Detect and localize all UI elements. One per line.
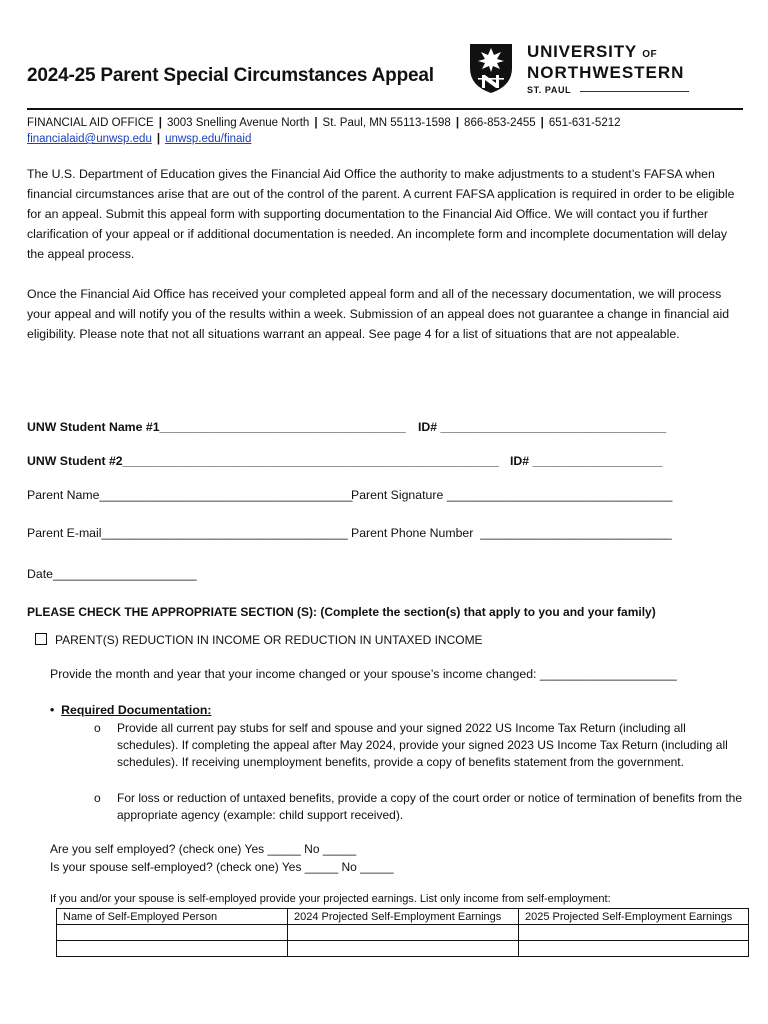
office-phone-2: 651-631-5212: [548, 117, 621, 129]
table-cell[interactable]: [288, 925, 519, 941]
logo-of: OF: [642, 49, 658, 60]
student2-id-field[interactable]: ID# ___________________: [510, 454, 663, 468]
table-header-name: Name of Self-Employed Person: [57, 909, 288, 925]
office-phone-1: 866-853-2455: [464, 117, 536, 129]
intro-paragraph-1: The U.S. Department of Education gives the Financial Aid Office the authority to make adjustments to a student’s FAFSA when financial circumstances arise that are out of the control of the parent. A current FAFSA application is required in order to be eligible for an appeal. Submit this appeal form with supporting documentation to the Financial Aid Office. We will contact you if further clarification of your appeal or if additional documentation is needed. An incomplete form and incomplete documentation will delay the appeal process.: [27, 167, 735, 261]
office-name: FINANCIAL AID OFFICE: [27, 117, 154, 129]
table-note: If you and/or your spouse is self-employed provide your projected earnings. List only income from self-employment:: [50, 893, 611, 905]
circle-bullet-icon: o: [94, 791, 101, 805]
logo-line1: UNIVERSITY: [527, 42, 637, 61]
table-cell[interactable]: [57, 925, 288, 941]
email-link[interactable]: financialaid@unwsp.edu: [27, 133, 152, 145]
contact-block: [27, 115, 621, 147]
section-heading: PLEASE CHECK THE APPROPRIATE SECTION (S): (Complete the section(s) that apply to you and your family): [27, 605, 656, 619]
office-city: St. Paul, MN 55113-1598: [322, 117, 451, 129]
table-row: [57, 925, 749, 941]
income-reduction-label: PARENT(S) REDUCTION IN INCOME OR REDUCTION IN UNTAXED INCOME: [55, 633, 483, 647]
required-docs-label: Required Documentation:: [61, 703, 212, 717]
income-reduction-checkbox[interactable]: [35, 633, 47, 645]
parent-name-field[interactable]: Parent Name_____________________________________: [27, 488, 353, 502]
separator: |: [540, 117, 544, 129]
logo-university-text: [527, 42, 657, 62]
table-cell[interactable]: [57, 941, 288, 957]
table-cell[interactable]: [288, 941, 519, 957]
separator: |: [455, 117, 460, 129]
separator: |: [314, 117, 318, 129]
bullet-icon: •: [50, 703, 62, 717]
table-header-row: [57, 909, 749, 925]
student1-id-field[interactable]: ID# _________________________________: [418, 420, 667, 434]
logo-underline: [580, 91, 689, 92]
parent-signature-field[interactable]: Parent Signature _________________________________: [351, 488, 673, 502]
table-header-2025: 2025 Projected Self-Employment Earnings: [519, 909, 749, 925]
doc-item-1: Provide all current pay stubs for self and spouse and your signed 2022 US Income Tax Return (including all schedules). If completing the appeal after May 2024, provide your signed 2023 US Income Tax Return (including all schedules). If receiving unemployment benefits, provide a copy of benefits statement from the government.: [117, 721, 728, 769]
self-employed-question[interactable]: Are you self employed? (check one) Yes _____ No _____: [50, 842, 357, 856]
table-cell[interactable]: [519, 941, 749, 957]
website-link[interactable]: unwsp.edu/finaid: [165, 133, 252, 145]
logo-northwestern-text: NORTHWESTERN: [527, 63, 685, 82]
student1-name-field[interactable]: UNW Student Name #1____________________________________: [27, 420, 406, 434]
student2-name-field[interactable]: UNW Student #2_______________________________________________________: [27, 454, 499, 468]
required-docs-heading: [50, 703, 211, 717]
page-title: 2024-25 Parent Special Circumstances Appeal: [27, 65, 434, 86]
separator: |: [158, 117, 162, 129]
header-divider: [27, 108, 743, 110]
parent-email-field[interactable]: Parent E-mail____________________________________: [27, 526, 348, 540]
office-address: 3003 Snelling Avenue North: [166, 117, 310, 129]
university-shield-logo-icon: [468, 42, 514, 94]
table-cell[interactable]: [519, 925, 749, 941]
parent-phone-field[interactable]: Parent Phone Number ____________________________: [351, 526, 672, 540]
table-row: [57, 941, 749, 957]
circle-bullet-icon: o: [94, 721, 101, 735]
logo-stpaul-text: ST. PAUL: [527, 85, 572, 95]
separator: |: [156, 133, 161, 145]
spouse-self-employed-question[interactable]: Is your spouse self-employed? (check one) Yes _____ No _____: [50, 860, 394, 874]
month-year-field[interactable]: Provide the month and year that your income changed or your spouse’s income changed: ____________________: [50, 667, 677, 681]
doc-item-2: For loss or reduction of untaxed benefits, provide a copy of the court order or notice of termination of benefits from the appropriate agency (example: child support received).: [117, 791, 743, 822]
table-header-2024: 2024 Projected Self-Employment Earnings: [288, 909, 519, 925]
intro-paragraph-2: Once the Financial Aid Office has received your completed appeal form and all of the necessary documentation, we will process your appeal and will notify you of the results within a week. Submission of an appeal does not guarantee a change in financial aid eligibility. Please note that not all situations warrant an appeal. See page 4 for a list of situations that are not appealable.: [27, 287, 730, 341]
self-employment-table: [56, 908, 749, 957]
date-field[interactable]: Date_____________________: [27, 567, 197, 581]
